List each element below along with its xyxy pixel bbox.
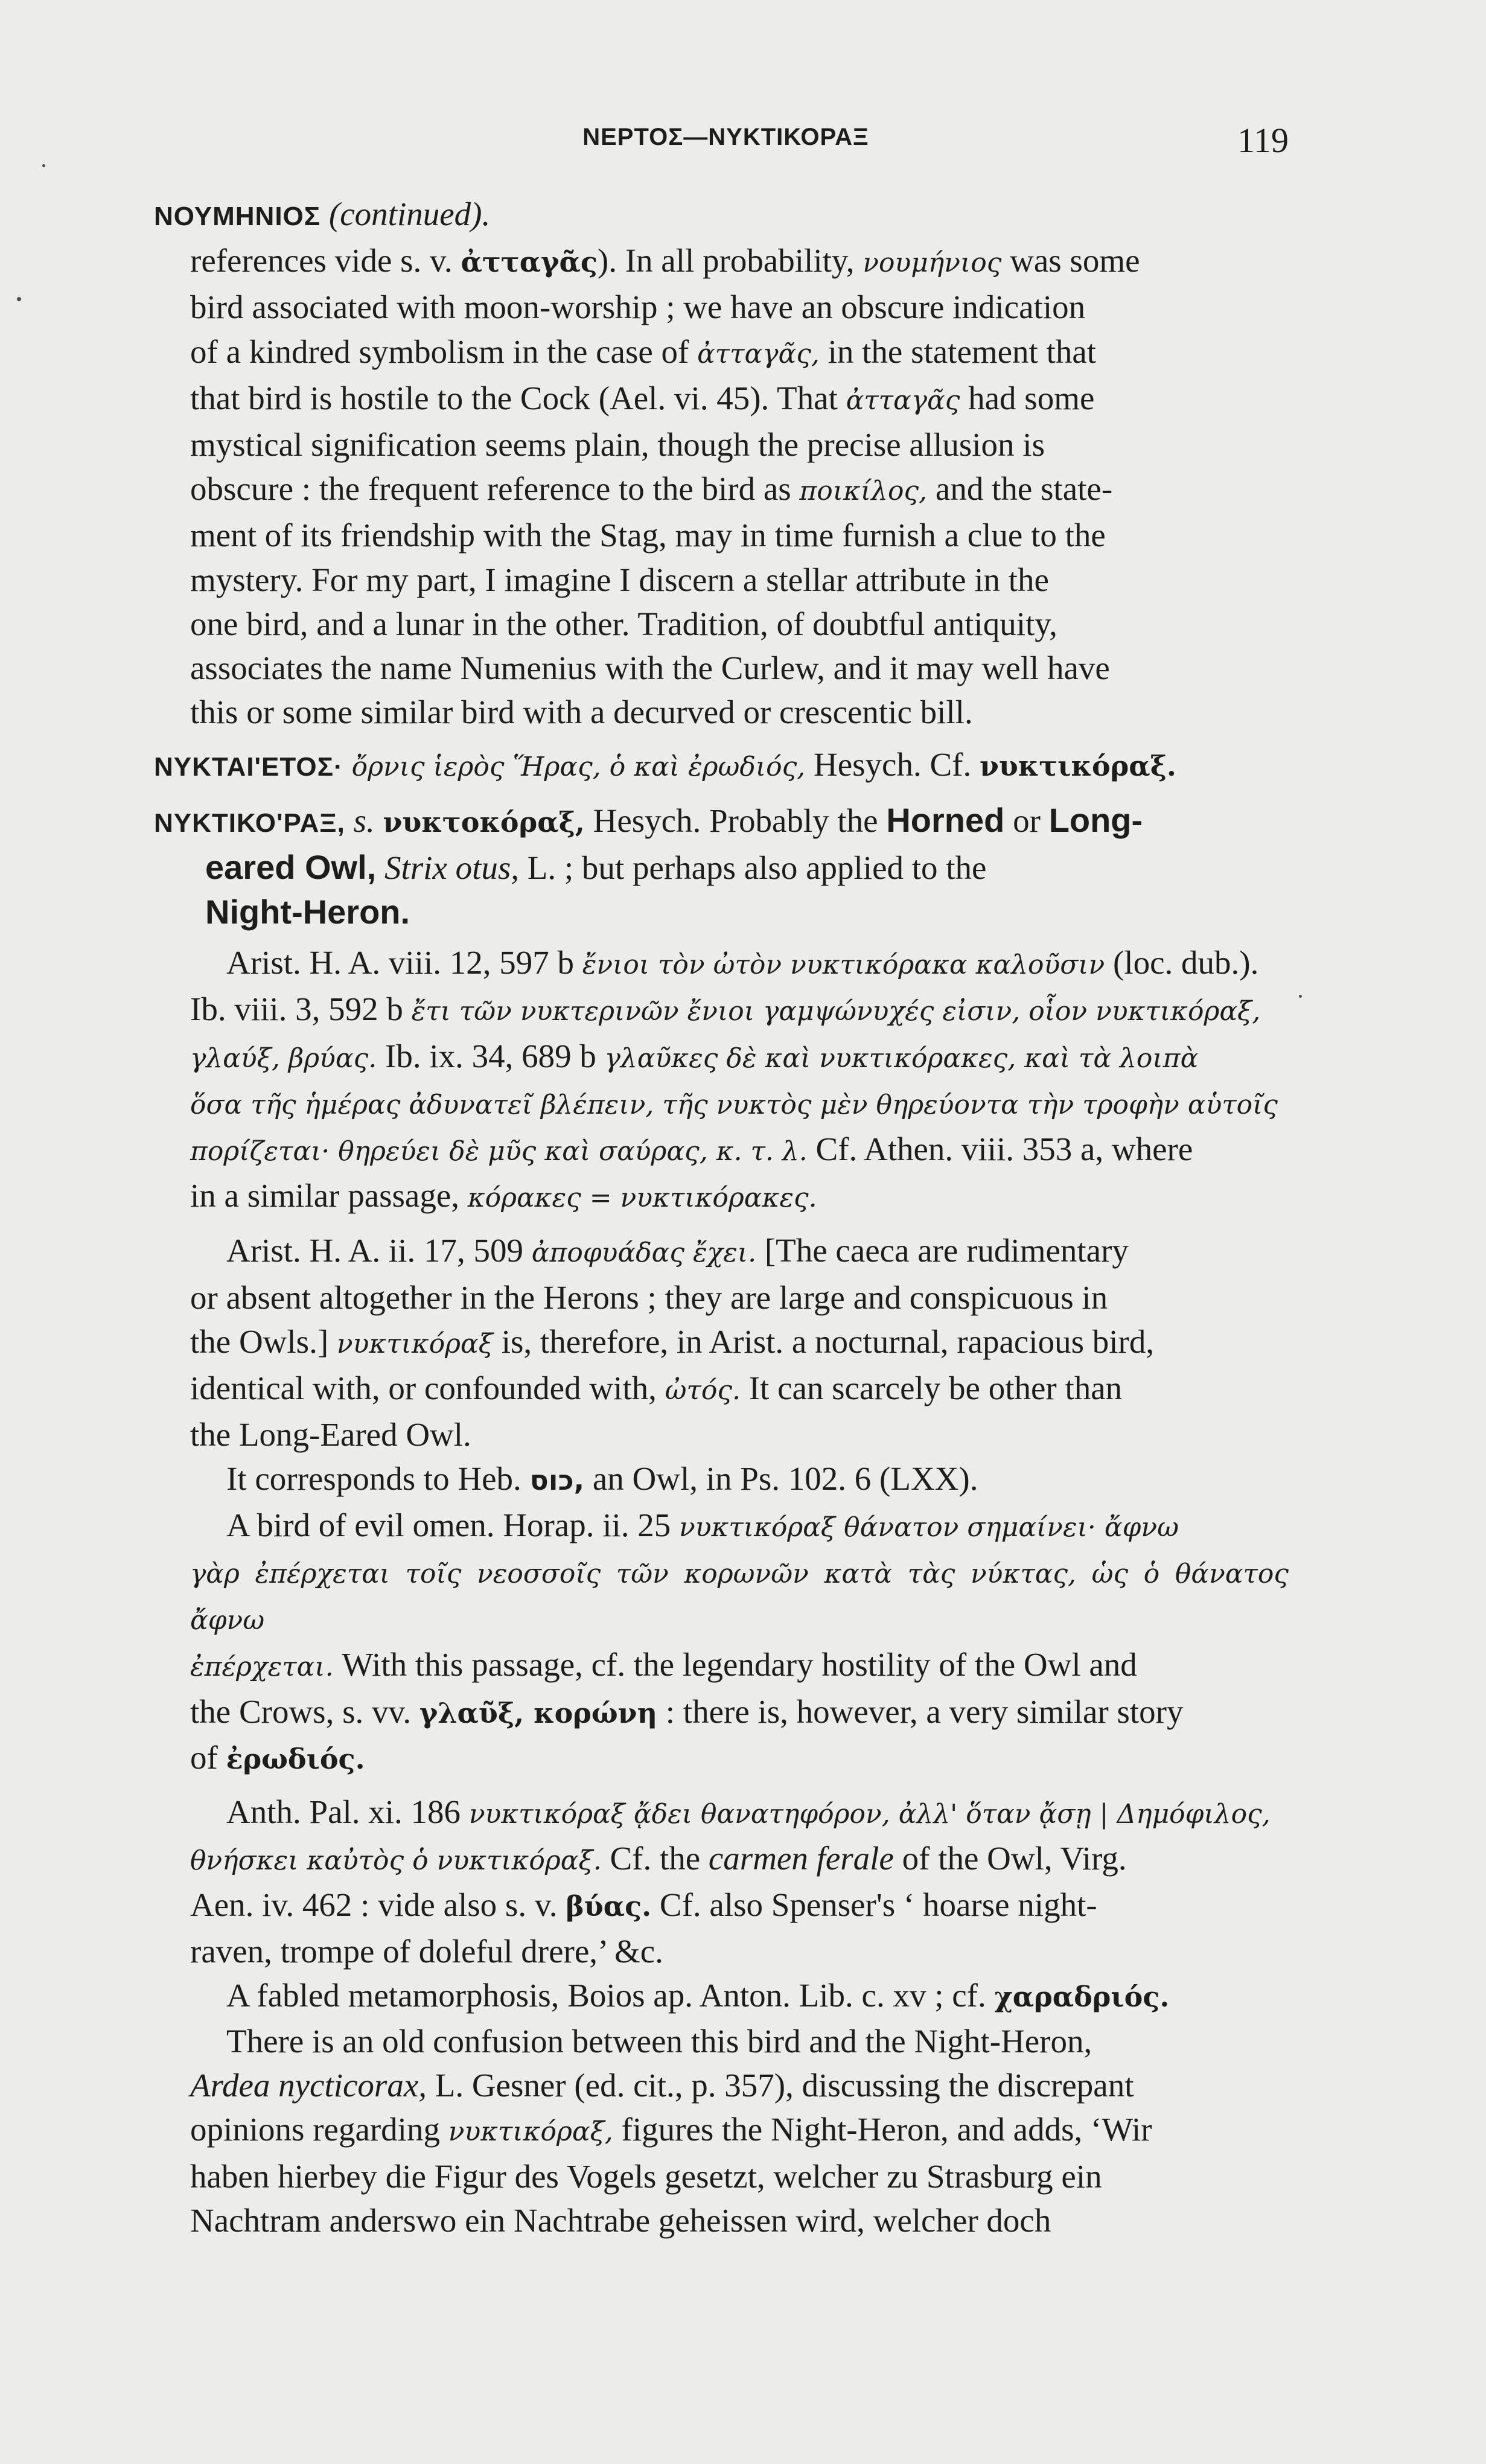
- text-line: haben hierbey die Figur des Vogels gesetzt, welcher zu Strasburg ein: [190, 2157, 1102, 2195]
- text-line: or absent altogether in the Herons ; they are large and conspicuous in: [190, 1278, 1108, 1316]
- text-line: It corresponds to Heb. כוס, an Owl, in Ps. 102. 6 (LXX).: [226, 1460, 978, 1498]
- text-line: obscure : the frequent reference to the bird as ποικίλος, and the state-: [190, 470, 1113, 508]
- text-line: bird associated with moon-worship ; we have an obscure indication: [190, 289, 1086, 326]
- text-line: one bird, and a lunar in the other. Tradition, of doubtful antiquity,: [190, 605, 1057, 642]
- paragraph: [154, 1973, 1289, 2019]
- paper-speck: [17, 297, 21, 301]
- text-line: of ἐρωδιός.: [190, 1738, 365, 1776]
- text-line: associates the name Numenius with the Curlew, and it may well have: [190, 650, 1110, 687]
- text-line: identical with, or confounded with, ὠτός. It can scarcely be other than: [190, 1370, 1123, 1407]
- text-line: There is an old confusion between this bird and the Night-Heron,: [226, 2022, 1092, 2060]
- text-line: Ardea nycticorax, L. Gesner (ed. cit., p. 357), discussing the discrepant: [190, 2067, 1134, 2104]
- paragraph: [154, 2019, 1289, 2242]
- body-text: [154, 192, 1289, 2242]
- paragraph: [154, 1503, 1289, 1781]
- text-line: references vide s. v. ἀτταγᾶς). In all probability, νουμήνιος was some: [190, 242, 1140, 279]
- running-head: [163, 121, 1289, 166]
- paragraph: [154, 940, 1289, 1220]
- text-line: of a kindred symbolism in the case of ἀτταγᾶς, in the statement that: [190, 333, 1097, 370]
- text-line: ment of its friendship with the Stag, may in time furnish a clue to the: [190, 517, 1106, 554]
- text-line: Nachtram anderswo ein Nachtrabe geheissen wird, welcher doch: [190, 2201, 1051, 2239]
- continued-note: (continued).: [328, 196, 491, 232]
- entry-heading-line: ΝΥΚΤΑΙ'ΕΤΟΣ· ὄρνις ἱερὸς Ἥρας, ὁ καὶ ἐρωδιός, Hesych. Cf. νυκτικόραξ.: [154, 746, 1176, 784]
- text-line: the Long-Eared Owl.: [190, 1416, 471, 1454]
- text-line: A bird of evil omen. Horap. ii. 25 νυκτικόραξ θάνατον σημαίνει· ἄφνω: [226, 1506, 1179, 1543]
- headword: ΝΥΚΤΙΚΟ'ΡΑΞ,: [154, 808, 345, 838]
- text-line: in a similar passage, κόρακες = νυκτικόρακες.: [190, 1177, 817, 1214]
- paragraph: [154, 1457, 1289, 1502]
- text-line: θνήσκει καὐτὸς ὁ νυκτικόραξ. Cf. the carmen ferale of the Owl, Virg.: [190, 1840, 1127, 1877]
- paragraph: [154, 1790, 1289, 1973]
- page-number: 119: [1237, 121, 1289, 160]
- text-line: opinions regarding νυκτικόραξ, figures the Night-Heron, and adds, ‘Wir: [190, 2111, 1152, 2148]
- paragraph: [154, 1228, 1289, 1457]
- text-line: raven, trompe of doleful drere,’ &c.: [190, 1932, 663, 1970]
- paper-speck: [1299, 995, 1302, 998]
- text-line: this or some similar bird with a decurved or crescentic bill.: [190, 694, 973, 731]
- hebrew-word: כוס,: [529, 1464, 585, 1497]
- text-line: Anth. Pal. xi. 186 νυκτικόραξ ᾄδει θανατηφόρον, ἀλλ' ὅταν ᾄσῃ | Δημόφιλος,: [226, 1793, 1271, 1830]
- text-line: mystical signification seems plain, though the precise allusion is: [190, 426, 1045, 464]
- text-line: ὅσα τῆς ἡμέρας ἀδυνατεῖ βλέπειν, τῆς νυκτὸς μὲν θηρεύοντα τὴν τροφὴν αὑτοῖς: [190, 1089, 1278, 1120]
- text-line: Arist. H. A. viii. 12, 597 b ἔνιοι τὸν ὠτὸν νυκτικόρακα καλοῦσιν (loc. dub.).: [226, 944, 1259, 981]
- text-line: γλαύξ, βρύας. Ib. ix. 34, 689 b γλαῦκες δὲ καὶ νυκτικόρακες, καὶ τὰ λοιπὰ: [190, 1037, 1199, 1074]
- text-line: Ib. viii. 3, 592 b ἔτι τῶν νυκτερινῶν ἔνιοι γαμψώνυχές εἰσιν, οἷον νυκτικόραξ,: [190, 991, 1261, 1028]
- entry-body: [154, 238, 1289, 734]
- entry-nyktikorax: ΝΥΚΤΙΚΟ'ΡΑΞ, s. νυκτοκόραξ, Hesych. Probably the Horned or Long- eared Owl, Strix otus, L. ; but perhaps also applied to the Night-Heron.: [154, 800, 1143, 931]
- paper-speck: [42, 164, 45, 167]
- headword: ΝΥΚΤΑΙ'ΕΤΟΣ·: [154, 752, 343, 782]
- text-line: γὰρ ἐπέρχεται τοῖς νεοσσοῖς τῶν κορωνῶν κατὰ τὰς νύκτας, ὡς ὁ θάνατος ἄφνω: [190, 1558, 1289, 1636]
- text-line: the Crows, s. vv. γλαῦξ, κορώνη : there is, however, a very similar story: [190, 1693, 1184, 1730]
- text-line: that bird is hostile to the Cock (Ael. vi. 45). That ἀτταγᾶς had some: [190, 379, 1095, 417]
- text-line: A fabled metamorphosis, Boios ap. Anton. Lib. c. xv ; cf. χαραδριός.: [226, 1976, 1170, 2014]
- entry-heading-line: [154, 192, 1289, 238]
- text-line: Arist. H. A. ii. 17, 509 ἀποφυάδας ἔχει. [The caeca are rudimentary: [226, 1232, 1129, 1269]
- text-line: πορίζεται· θηρεύει δὲ μῦς καὶ σαύρας, κ. τ. λ. Cf. Athen. viii. 353 a, where: [190, 1131, 1193, 1168]
- text-line: mystery. For my part, I imagine I discern a stellar attribute in the: [190, 561, 1049, 598]
- running-title: ΝΕΡΤΟΣ—ΝΥΚΤΙΚΟΡΑΞ: [582, 124, 869, 150]
- text-line: Aen. iv. 462 : vide also s. v. βύας. Cf. also Spenser's ‘ hoarse night-: [190, 1886, 1097, 1924]
- headword: ΝΟΥΜΗΝΙΟΣ: [154, 202, 321, 231]
- text-line: ἐπέρχεται. With this passage, cf. the legendary hostility of the Owl and: [190, 1646, 1137, 1684]
- text-line: the Owls.] νυκτικόραξ is, therefore, in Arist. a nocturnal, rapacious bird,: [190, 1323, 1155, 1360]
